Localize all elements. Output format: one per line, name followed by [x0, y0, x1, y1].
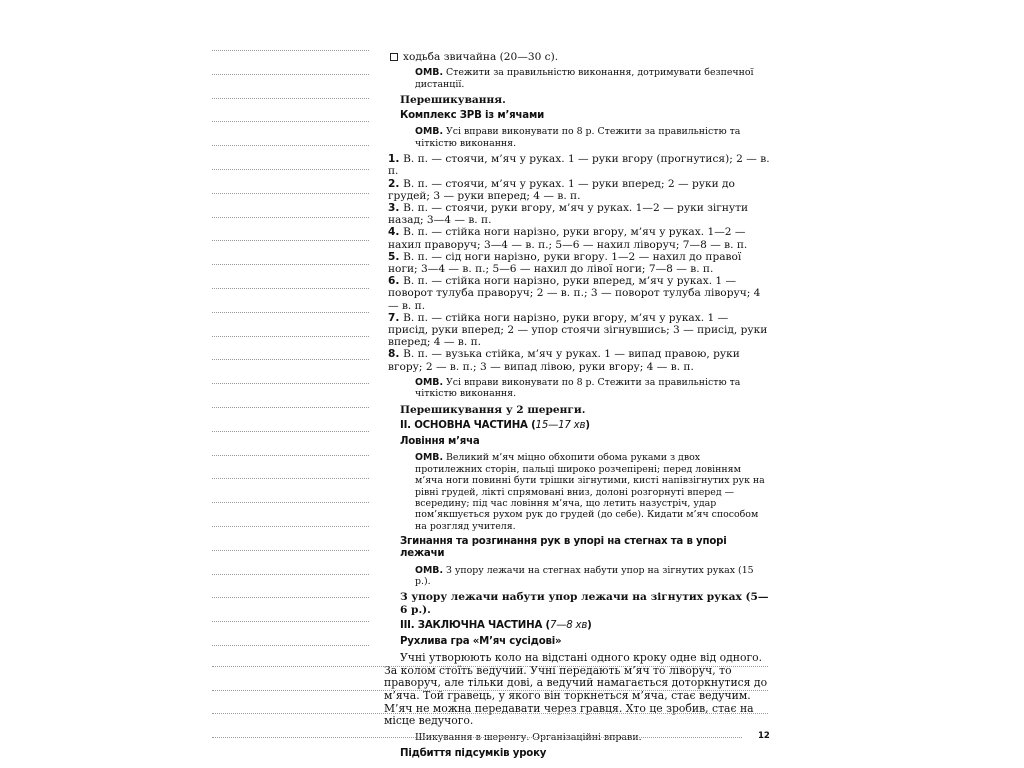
- note-line: [212, 502, 369, 503]
- note-line: [212, 713, 768, 714]
- heading-text: Підбиття підсумків уроку: [400, 747, 547, 759]
- omv-text: Стежити за правильністю виконання, дотримувати безпечної дистанції.: [415, 67, 754, 90]
- heading-duration: 15—17 хв: [535, 419, 586, 431]
- exercise-item: [388, 275, 770, 312]
- exercise-text: В. п. — стоячи, м’яч у руках. 1 — руки вперед; 2 — руки до грудей; 3 — руки вперед; 4 — в. п.: [388, 177, 735, 202]
- bullet-text: ходьба звичайна (20—30 с).: [403, 51, 559, 63]
- notes-lines: [212, 50, 369, 669]
- note-line: [212, 455, 369, 456]
- organizational-note: Шикування в шеренгу. Організаційні вправи.: [415, 731, 642, 743]
- heading-duration: 7—8 хв: [549, 619, 588, 631]
- bold-instruction: Перешикування у 2 шеренги.: [400, 403, 586, 416]
- exercise-text: В. п. — стоячи, м’яч у руках. 1 — руки вгору (прогнутися); 2 — в. п.: [388, 153, 770, 178]
- exercise-number: 5.: [388, 250, 404, 263]
- heading-text: Ловіння м’яча: [400, 436, 480, 448]
- bottom-note-lines: [212, 666, 768, 760]
- exercise-text: В. п. — стійка ноги нарізно, руки вгору, м’яч у руках. 1—2 — нахил праворуч; 3—4 — в. п.; 5—6 — нахил ліворуч; 7—8 — в. п.: [388, 226, 748, 251]
- bullet-item: [384, 51, 770, 63]
- note-line: [212, 690, 768, 691]
- exercise-number: 3.: [388, 202, 404, 215]
- heading-text: ІІІ. ЗАКЛЮЧНА ЧАСТИНА (: [400, 619, 550, 631]
- exercise-number: 1.: [388, 153, 404, 166]
- omv-note: [415, 67, 770, 90]
- note-line: [212, 217, 369, 218]
- heading-close: ): [587, 619, 592, 631]
- exercise-item: [388, 153, 770, 177]
- note-line: [212, 312, 369, 313]
- omv-label: ОМВ.: [415, 126, 444, 138]
- exercise-item: [388, 202, 770, 226]
- section-heading: [400, 420, 770, 432]
- section-heading: [400, 536, 770, 560]
- note-line: [212, 526, 369, 527]
- omv-note: [415, 126, 770, 149]
- heading-text: Комплекс ЗРВ із м’ячами: [400, 110, 545, 122]
- note-line: [212, 288, 369, 289]
- omv-label: ОМВ.: [415, 67, 444, 79]
- square-bullet-icon: [390, 53, 398, 61]
- heading-text: ІІ. ОСНОВНА ЧАСТИНА (: [400, 419, 536, 431]
- note-line: [212, 431, 369, 432]
- omv-text: Усі вправи виконувати по 8 р. Стежити за правильністю та чіткістю виконання.: [415, 126, 741, 149]
- bold-instruction: З упору лежачи набути упор лежачи на зігнутих руках (5—6 р.).: [400, 591, 769, 616]
- omv-note: [415, 565, 770, 588]
- exercise-text: В. п. — стійка ноги нарізно, руки вперед, м’яч у руках. 1 — поворот тулуба праворуч; 2 — в. п.; 3 — поворот тулуба ліворуч; 4 — в. п.: [388, 275, 761, 312]
- note-line: [212, 74, 369, 75]
- note-line: [212, 621, 369, 622]
- note-line: [212, 145, 369, 146]
- lesson-content: [384, 51, 770, 764]
- exercise-text: В. п. — стійка ноги нарізно, руки вгору, м’яч у руках. 1 — присід, руки вперед; 2 — упор стоячи зігнувшись; 3 — присід, руки вперед; 4 — в. п.: [388, 311, 768, 349]
- exercise-item: [388, 226, 770, 250]
- note-line: [212, 407, 369, 408]
- heading-text: Рухлива гра «М’яч сусідові»: [400, 635, 562, 647]
- omv-text: Усі вправи виконувати по 8 р. Стежити за правильністю та чіткістю виконання.: [415, 376, 741, 400]
- exercise-item: [388, 312, 770, 349]
- note-line: [212, 574, 369, 575]
- exercise-item: [388, 348, 770, 372]
- omv-label: ОМВ.: [415, 452, 444, 464]
- note-line: [212, 121, 369, 122]
- section-heading: [400, 620, 770, 632]
- section-heading: [400, 636, 770, 648]
- section-heading: [400, 110, 770, 122]
- exercise-text: В. п. — сід ноги нарізно, руки вгору. 1—2 — нахил до правої ноги; 3—4 — в. п.; 5—6 — нахил до лівої ноги; 7—8 — в. п.: [388, 250, 742, 276]
- omv-note: [415, 452, 770, 532]
- exercise-number: 2.: [388, 177, 404, 190]
- note-line: [212, 193, 369, 194]
- bold-instruction: Перешикування.: [400, 94, 506, 107]
- note-line: [212, 240, 369, 241]
- note-line: [212, 98, 369, 99]
- note-line: [212, 737, 742, 738]
- note-line: [212, 597, 369, 598]
- note-line: [212, 550, 369, 551]
- omv-label: ОМВ.: [415, 376, 444, 388]
- note-line: [212, 383, 369, 384]
- exercise-text: В. п. — вузька стійка, м’яч у руках. 1 — випад правою, руки вгору; 2 — в. п.; 3 — випад лівою, руки вгору; 4 — в. п.: [388, 348, 740, 373]
- game-description: Учні утворюють коло на відстані одного кроку одне від одного. За колом стоїть ведучий. Учні передають м’яч то ліворуч, то праворуч, але тільки дові, а ведучий намагається доторкнутися до м’яча. Той гравець, у якого він торкнеться м’яча, стає ведучим. М’яч не можна передавати через гравця. Хто це зробив, стає на місце ведучого.: [384, 651, 768, 728]
- exercise-number: 4.: [388, 226, 404, 239]
- omv-label: ОМВ.: [415, 564, 444, 576]
- omv-text: Великий м’яч міцно обхопити обома руками з двох протилежних сторін, пальці широко розчепірені; перед ловінням м’яча ноги повинні бути трішки зігнутими, кисті напівзігнутих рук на рівні грудей, лікті спрямовані вниз, долоні розгорнуті вперед — всередину; під час ловіння м’яча, що летить назустріч, удар пом’якшується рухом рук до грудей (до себе). Кидати м’яч способом на розгляд учителя.: [415, 452, 765, 532]
- note-line: [212, 666, 768, 667]
- note-line: [212, 645, 369, 646]
- exercise-number: 7.: [388, 311, 404, 324]
- heading-text: Згинання та розгинання рук в упорі на стегнах та в упорі лежачи: [400, 536, 727, 560]
- exercise-item: [388, 178, 770, 202]
- section-heading: [400, 436, 770, 448]
- page-number: 12: [758, 731, 770, 741]
- exercise-number: 8.: [388, 348, 404, 361]
- exercise-number: 6.: [388, 275, 404, 288]
- heading-close: ): [585, 419, 590, 431]
- note-line: [212, 478, 369, 479]
- note-line: [212, 336, 369, 337]
- note-line: [212, 169, 369, 170]
- omv-text: З упору лежачи на стегнах набути упор на зігнутих руках (15 р.).: [415, 564, 754, 587]
- omv-note: [415, 377, 770, 400]
- exercise-item: [388, 251, 770, 275]
- note-line: [212, 50, 369, 51]
- note-line: [212, 264, 369, 265]
- note-line: [212, 359, 369, 360]
- exercise-text: В. п. — стоячи, руки вгору, м’яч у руках. 1—2 — руки зігнути назад; 3—4 — в. п.: [388, 202, 749, 227]
